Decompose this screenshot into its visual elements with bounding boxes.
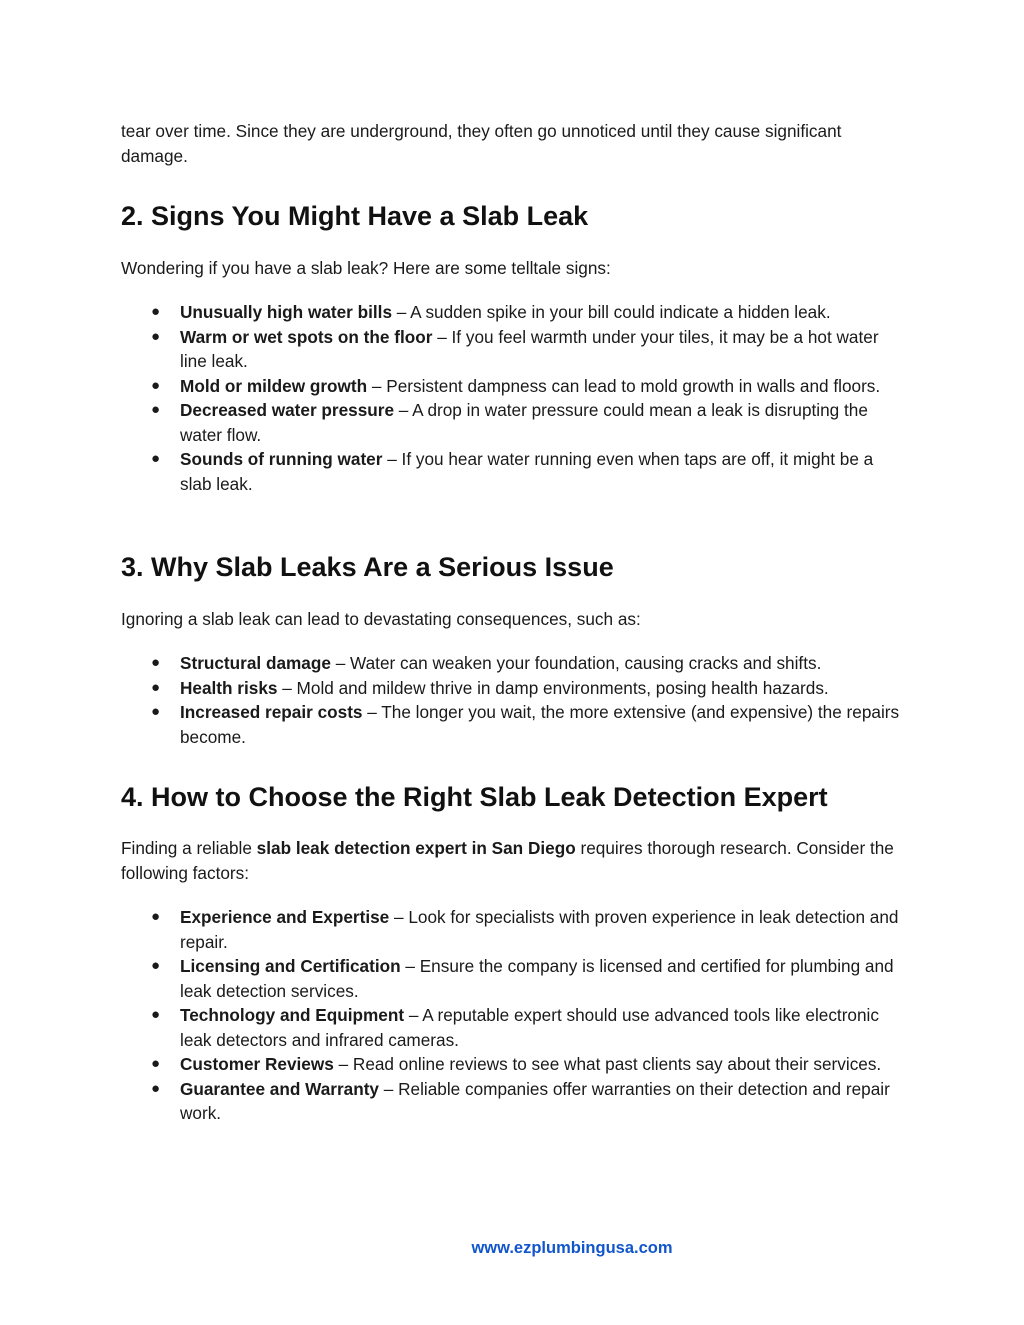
item-title: Sounds of running water: [180, 449, 383, 469]
list-item: [121, 700, 901, 749]
bullet-icon: ●: [151, 450, 161, 467]
section-3-list: [121, 651, 901, 749]
lead-text: requires thorough research. Consider the following factors:: [121, 838, 894, 883]
list-item: [121, 374, 901, 399]
list-item: [121, 1077, 901, 1126]
bullet-icon: ●: [151, 376, 161, 394]
footer-website-link[interactable]: www.ezplumbingusa.com: [471, 1239, 673, 1257]
bullet-icon: ●: [151, 957, 161, 974]
item-text: – A sudden spike in your bill could indicate a hidden leak.: [392, 302, 831, 322]
lead-keyword: slab leak detection expert in San Diego: [256, 838, 576, 858]
list-item: [121, 905, 901, 954]
bullet-icon: ●: [151, 654, 161, 671]
list-item: [121, 1052, 901, 1077]
item-text: – Water can weaken your foundation, causing cracks and shifts.: [330, 653, 822, 673]
item-title: Mold or mildew growth: [180, 375, 368, 396]
item-text: – If you hear water running even when taps are off, it might be a slab leak.: [180, 449, 874, 494]
bullet-icon: ●: [151, 327, 161, 345]
item-text: – If you feel warmth under your tiles, it may be a hot water line leak.: [180, 326, 879, 371]
item-title: Structural damage: [180, 653, 331, 673]
list-item: [121, 300, 901, 325]
item-text: – The longer you wait, the more extensive (and expensive) the repairs become.: [180, 702, 900, 747]
item-text: – A reputable expert should use advanced tools like electronic leak detectors and infrared cameras.: [180, 1005, 879, 1050]
item-title: Health risks: [180, 677, 278, 698]
item-title: Guarantee and Warranty: [180, 1078, 379, 1099]
item-text: – A drop in water pressure could mean a leak is disrupting the water flow.: [180, 400, 868, 445]
section-4-heading: 4. How to Choose the Right Slab Leak Detection Expert: [121, 782, 828, 812]
item-title: Decreased water pressure: [180, 400, 395, 420]
section-2-list: [121, 300, 901, 496]
bullet-icon: ●: [151, 1055, 161, 1072]
bullet-icon: ●: [151, 908, 161, 925]
section-2-lead: Wondering if you have a slab leak? Here are some telltale signs:: [121, 258, 611, 278]
section-3-heading: 3. Why Slab Leaks Are a Serious Issue: [121, 552, 614, 582]
item-text: – Persistent dampness can lead to mold growth in walls and floors.: [367, 375, 881, 396]
item-text: – Reliable companies offer warranties on their detection and repair work.: [180, 1078, 890, 1123]
item-title: Licensing and Certification: [180, 956, 401, 976]
list-item: [121, 398, 901, 447]
list-item: [121, 676, 901, 701]
bullet-icon: ●: [151, 401, 161, 418]
bullet-icon: ●: [151, 303, 161, 320]
bullet-icon: ●: [151, 703, 161, 720]
item-text: – Ensure the company is licensed and certified for plumbing and leak detection services.: [180, 956, 894, 1001]
section-4-lead: [121, 836, 901, 885]
item-text: – Mold and mildew thrive in damp environments, posing health hazards.: [277, 677, 829, 698]
list-item: [121, 447, 901, 496]
lead-text: Finding a reliable: [121, 838, 257, 858]
bullet-icon: ●: [151, 1079, 161, 1097]
list-item: [121, 1003, 901, 1052]
item-title: Unusually high water bills: [180, 302, 393, 322]
item-title: Experience and Expertise: [180, 907, 390, 927]
section-3-lead: Ignoring a slab leak can lead to devastating consequences, such as:: [121, 609, 641, 629]
section-2-heading: 2. Signs You Might Have a Slab Leak: [121, 201, 589, 231]
list-item: [121, 651, 901, 676]
bullet-icon: ●: [151, 678, 161, 696]
section-4-list: [121, 905, 901, 1126]
list-item: [121, 954, 901, 1003]
item-title: Warm or wet spots on the floor: [180, 326, 433, 347]
item-title: Technology and Equipment: [180, 1005, 405, 1025]
item-text: – Look for specialists with proven experience in leak detection and repair.: [180, 907, 899, 952]
bullet-icon: ●: [151, 1006, 161, 1023]
list-item: [121, 325, 901, 374]
intro-paragraph: tear over time. Since they are underground, they often go unnoticed until they cause significant damage.: [121, 121, 842, 166]
item-title: Increased repair costs: [180, 702, 363, 722]
item-title: Customer Reviews: [180, 1054, 334, 1074]
item-text: – Read online reviews to see what past clients say about their services.: [333, 1054, 882, 1074]
